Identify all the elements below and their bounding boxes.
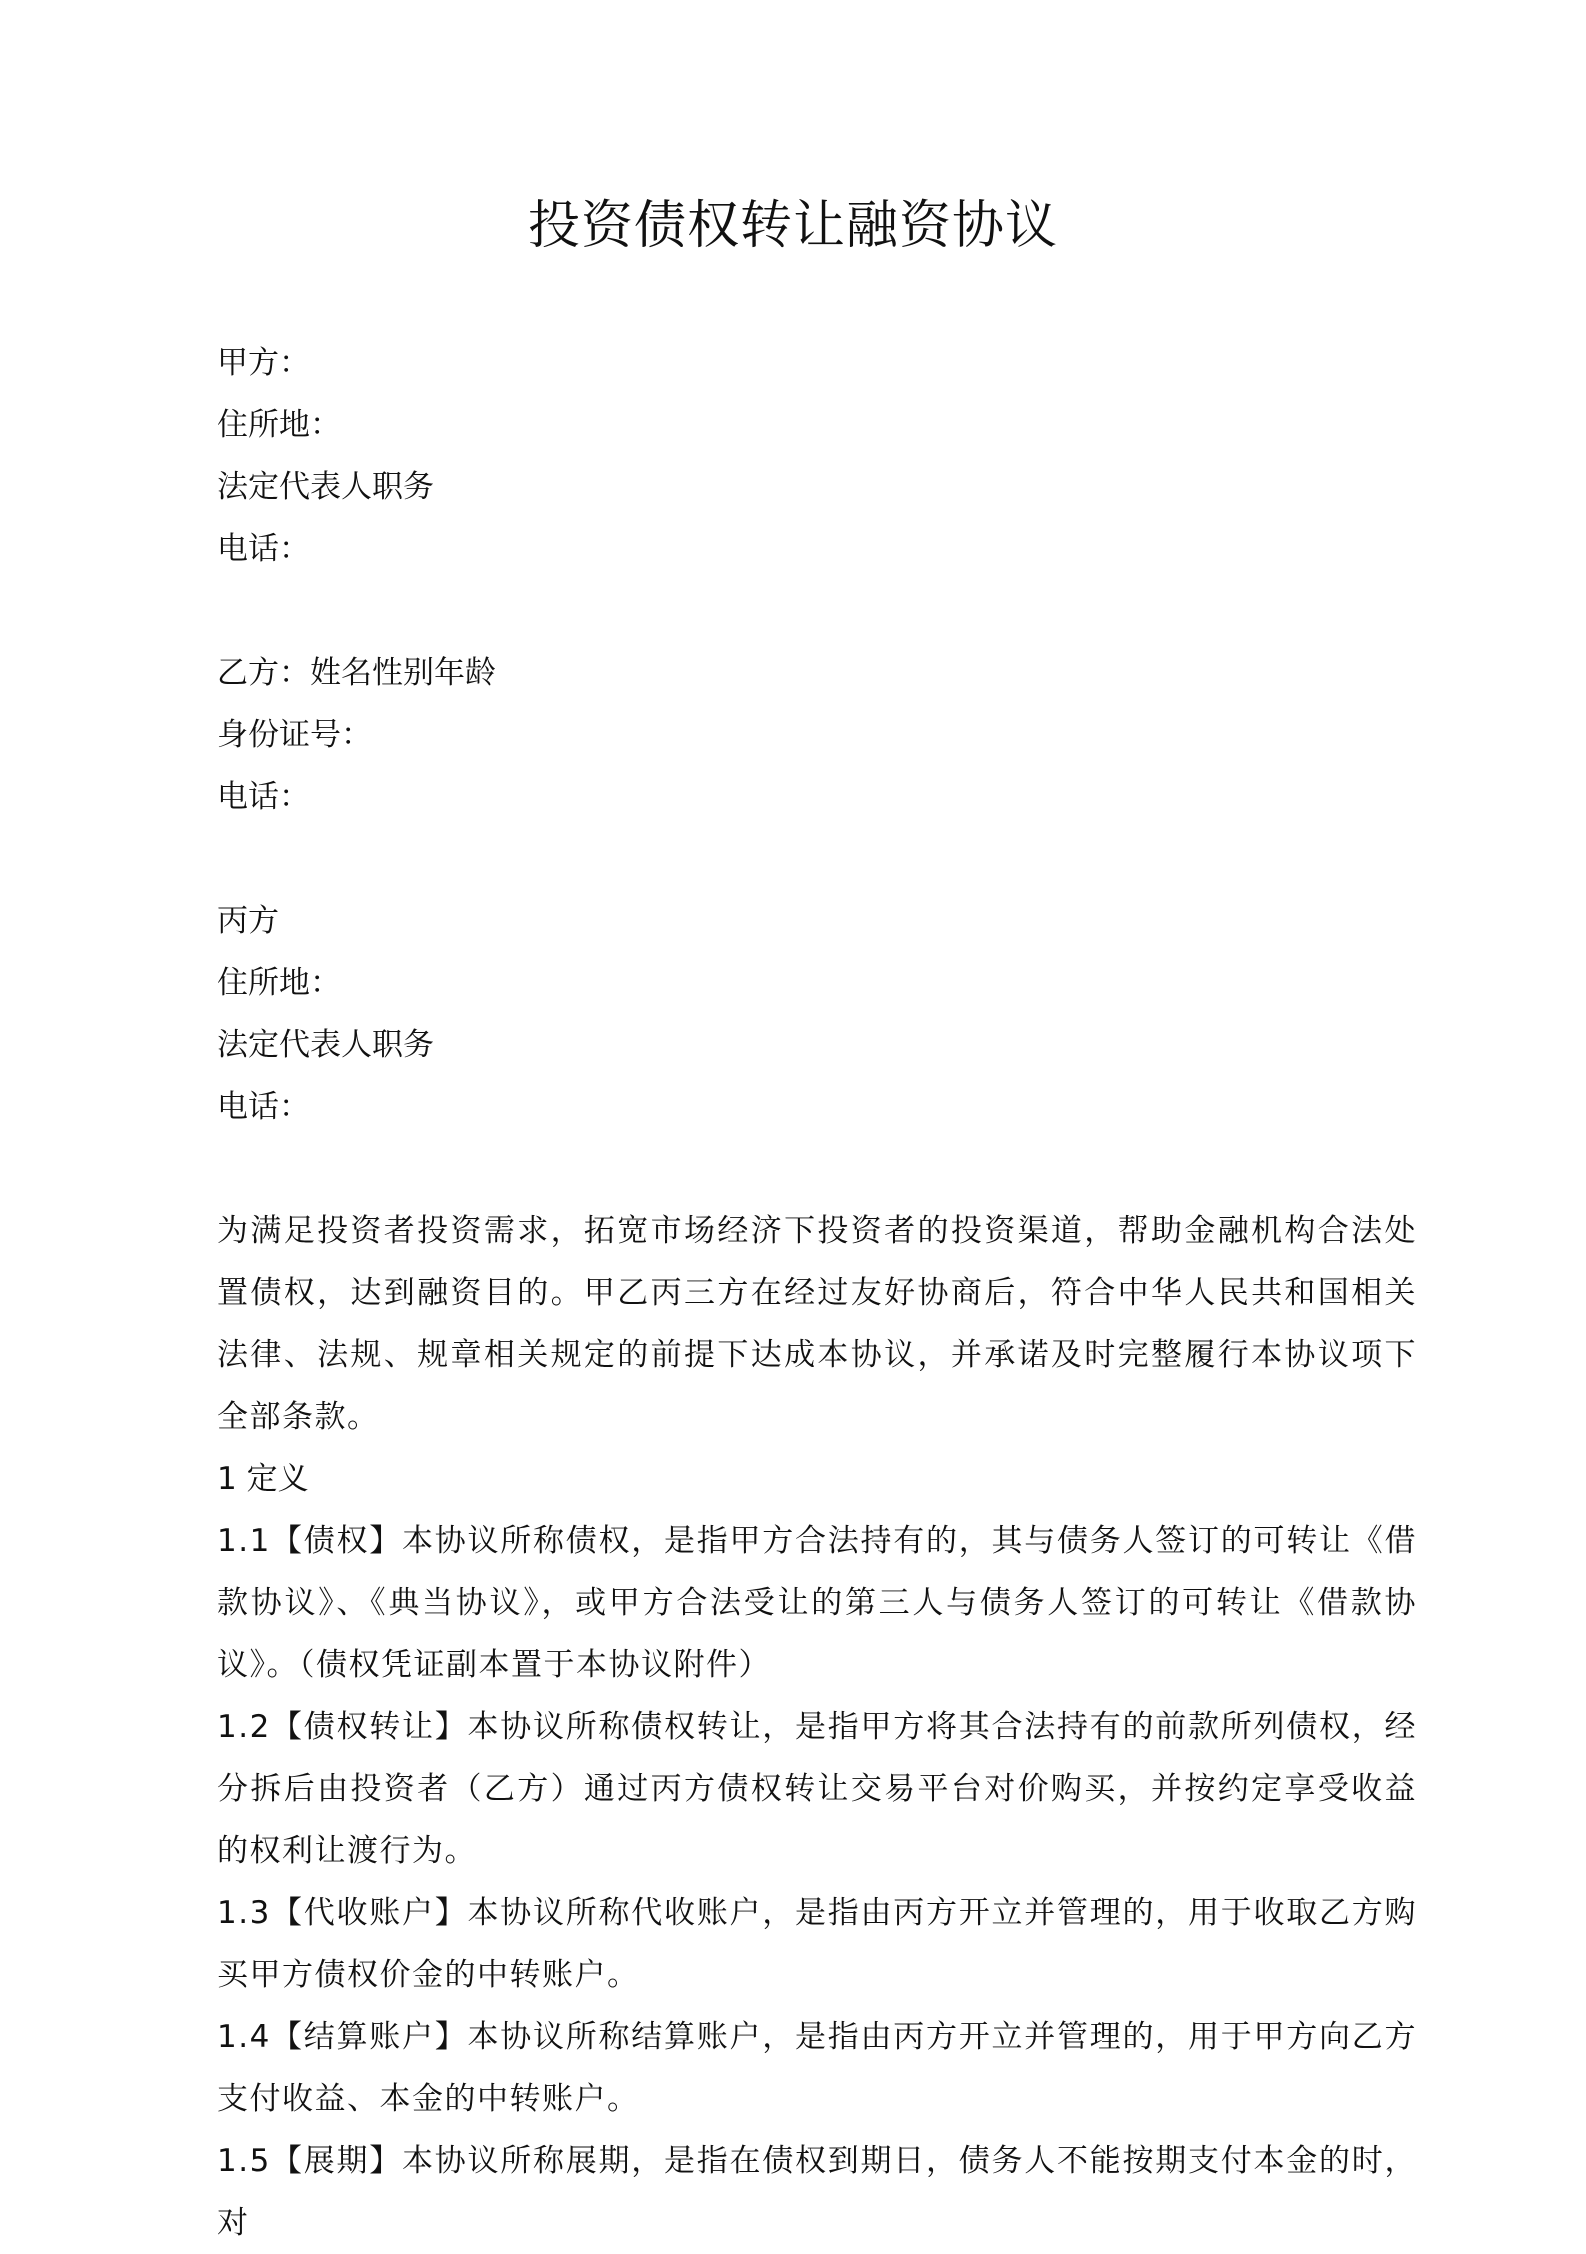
party-a-block: [217, 332, 1417, 580]
clause-1-5: 1.5【展期】本协议所称展期，是指在债权到期日，债务人不能按期支付本金的时，对: [217, 2143, 1417, 2241]
party-b-phone: 电话：: [217, 779, 310, 815]
party-a-representative: 法定代表人职务: [217, 469, 434, 505]
clause-1-3: 1.3【代收账户】本协议所称代收账户，是指由丙方开立并管理的，用于收取乙方购买甲方债权价金的中转账户。: [217, 1895, 1417, 1993]
party-a-label: 甲方：: [217, 345, 310, 381]
document-body: [217, 332, 1417, 2254]
section-heading-definitions: 1 定义: [217, 1461, 309, 1497]
party-b-block: [217, 642, 1417, 828]
party-c-phone: 电话：: [217, 1089, 310, 1125]
party-c-block: [217, 890, 1417, 1138]
preamble-paragraph: 为满足投资者投资需求，拓宽市场经济下投资者的投资渠道，帮助金融机构合法处置债权，达到融资目的。甲乙丙三方在经过友好协商后，符合中华人民共和国相关法律、法规、规章相关规定的前提下达成本协议，并承诺及时完整履行本协议项下全部条款。: [217, 1213, 1417, 1435]
party-c-address: 住所地：: [217, 965, 341, 1001]
document-title: 投资债权转让融资协议: [527, 196, 1058, 256]
party-c-representative: 法定代表人职务: [217, 1027, 434, 1063]
party-a-phone: 电话：: [217, 531, 310, 567]
clause-1-1: 1.1【债权】本协议所称债权，是指甲方合法持有的，其与债务人签订的可转让《借款协议》、《典当协议》，或甲方合法受让的第三人与债务人签订的可转让《借款协议》。（债权凭证副本置于本协议附件）: [217, 1523, 1417, 1683]
party-c-label: 丙方: [217, 903, 279, 939]
clause-1-2: 1.2【债权转让】本协议所称债权转让，是指甲方将其合法持有的前款所列债权，经分拆后由投资者（乙方）通过丙方债权转让交易平台对价购买，并按约定享受收益的权利让渡行为。: [217, 1709, 1417, 1869]
party-b-id: 身份证号：: [217, 717, 372, 753]
party-a-address: 住所地：: [217, 407, 341, 443]
party-b-label: 乙方：姓名性别年龄: [217, 655, 496, 691]
clause-1-4: 1.4【结算账户】本协议所称结算账户，是指由丙方开立并管理的，用于甲方向乙方支付收益、本金的中转账户。: [217, 2019, 1417, 2117]
